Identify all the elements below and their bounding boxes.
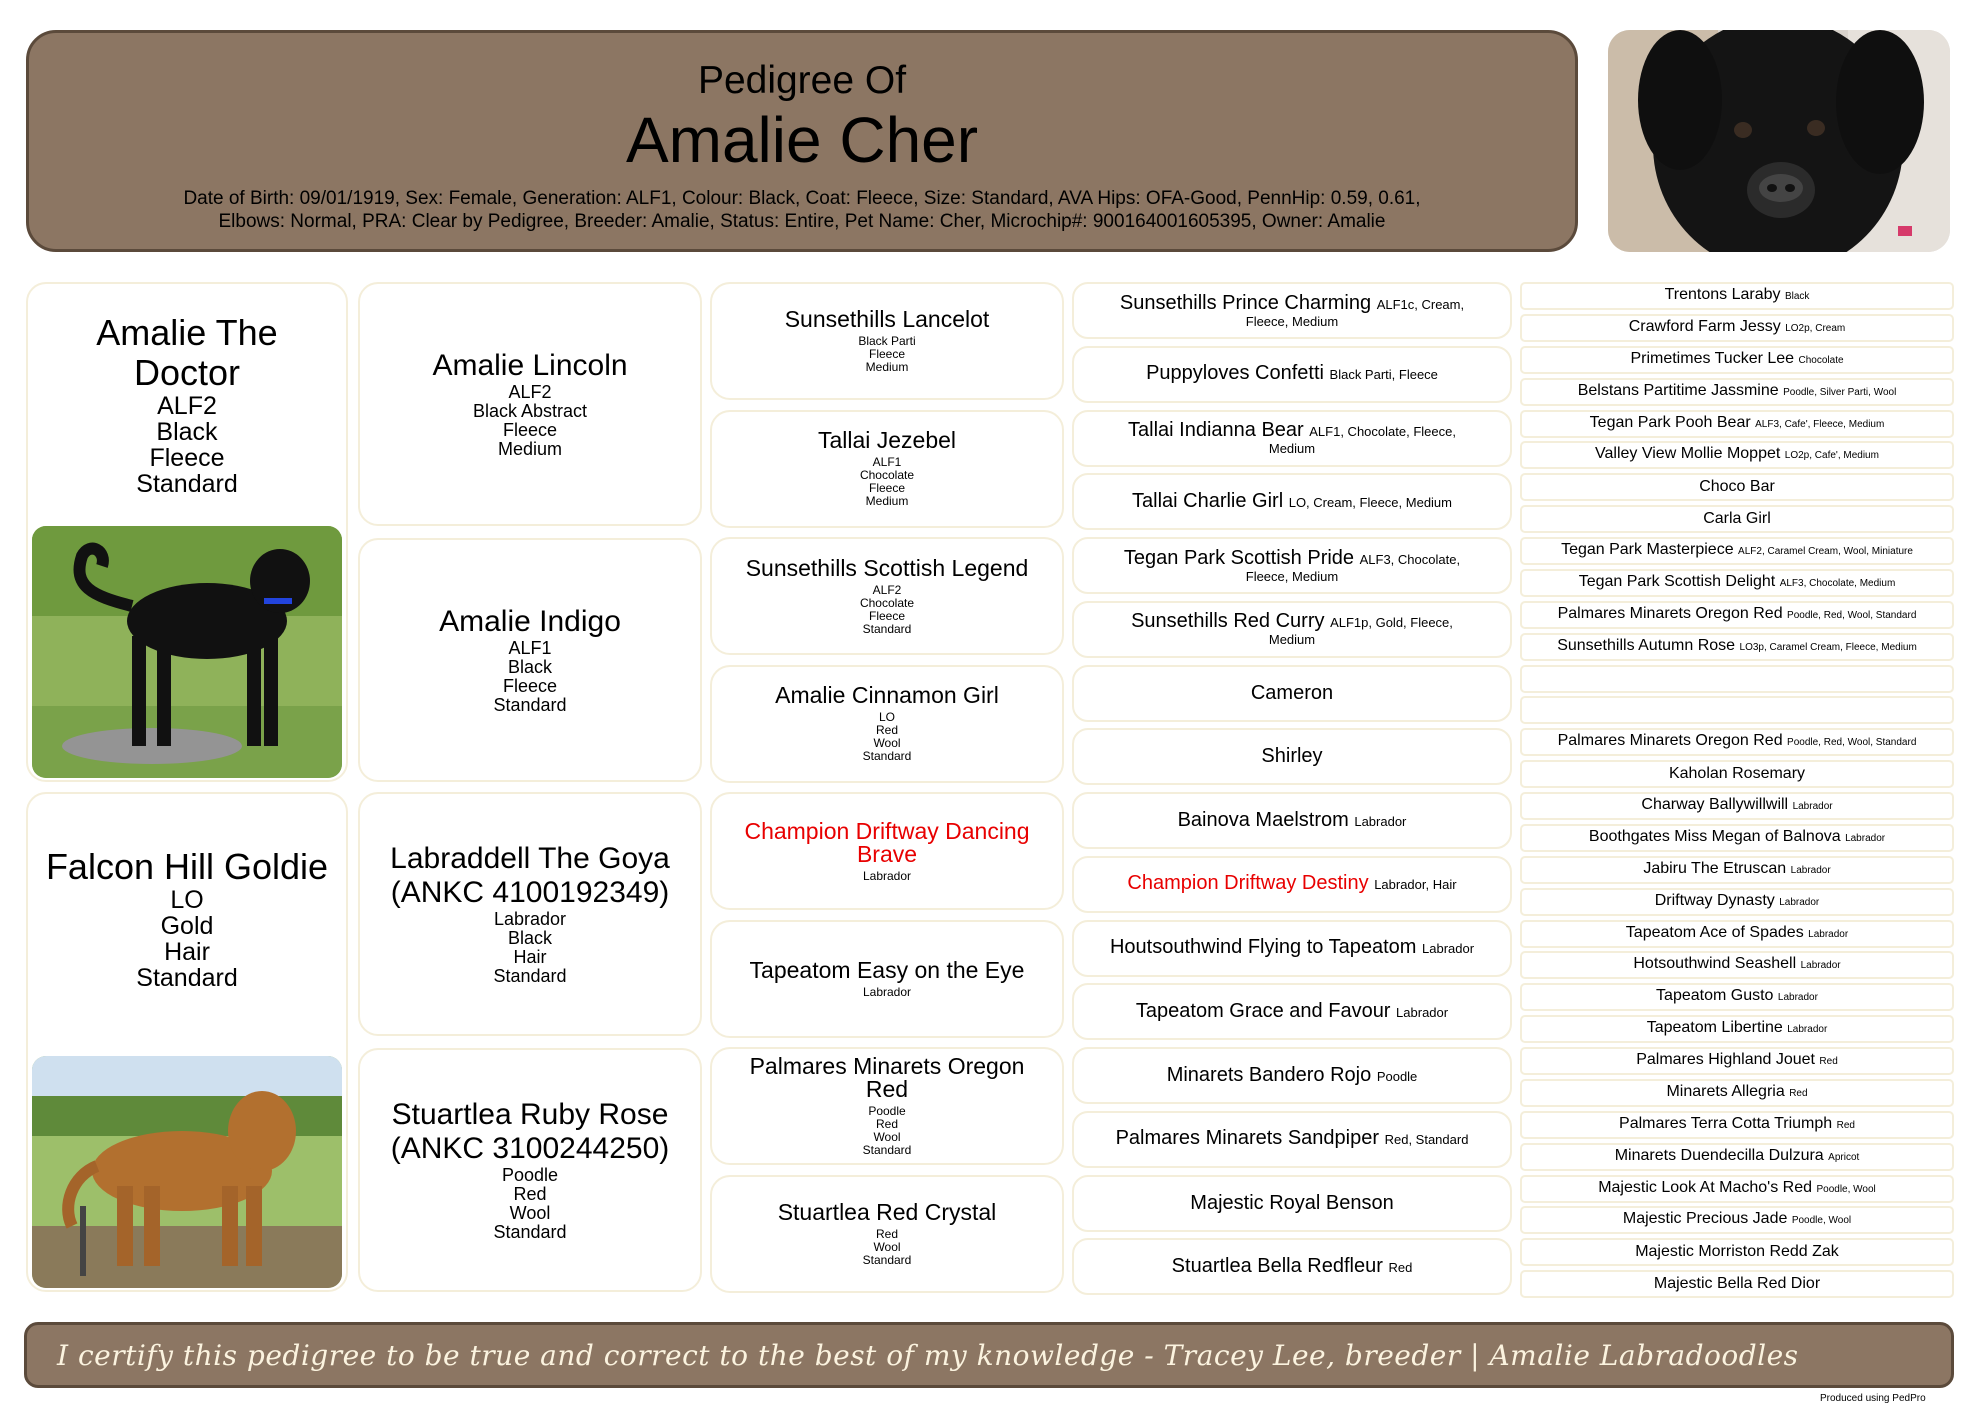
gen2-detail: Fleece: [502, 420, 558, 440]
gen5-line: [1665, 286, 1810, 306]
gen4-line: [1190, 1193, 1393, 1214]
gen4-name: Tegan Park Scottish Pride: [1123, 546, 1355, 569]
gen5-info: ALF2, Caramel Cream, Wool, Miniature: [1738, 546, 1913, 557]
gen3-detail: Medium: [865, 360, 909, 374]
gen3-detail: LO: [878, 710, 895, 724]
gen5-info: Labrador: [1800, 960, 1841, 972]
gen3-name: Amalie Cinnamon Girl: [775, 682, 999, 708]
gen5-info: Labrador: [1845, 832, 1886, 844]
gen5-line: [1557, 637, 1917, 657]
gen5-name: Majestic Morriston Redd Zak: [1635, 1243, 1839, 1261]
gen2-detail: Hair: [513, 947, 547, 967]
gen5-card: [1520, 282, 1954, 310]
gen4-card: [1072, 601, 1512, 658]
gen5-card: [1520, 792, 1954, 820]
gen5-line: [1589, 828, 1885, 848]
gen4-line: [1178, 810, 1407, 832]
gen5-info: Poodle, Red, Wool, Standard: [1787, 737, 1917, 749]
gen5-name: Belstans Partitime Jassmine: [1577, 381, 1779, 399]
gen5-info: Labrador: [1787, 1024, 1828, 1036]
gen2-detail: Black: [507, 657, 552, 677]
gen4-line: [1120, 293, 1464, 315]
gen2-card: [358, 1048, 702, 1292]
sire-photo: [32, 526, 342, 778]
gen4-card: [1072, 728, 1512, 785]
gen4-line: [1132, 491, 1452, 513]
dam-detail: Hair: [164, 938, 210, 966]
gen5-card: [1520, 346, 1954, 374]
gen4-info-continued: Fleece, Medium: [1245, 568, 1339, 584]
gen3-detail: ALF2: [872, 582, 902, 597]
gen5-card: [1520, 1206, 1954, 1234]
gen3-card: [710, 410, 1064, 528]
gen4-info: Black Parti, Fleece: [1329, 367, 1438, 383]
gen5-card: [1520, 1047, 1954, 1075]
gen5-name: Minarets Duendecilla Dulzura: [1614, 1146, 1824, 1164]
dam-detail: LO: [170, 886, 204, 914]
gen5-line: [1561, 541, 1913, 561]
gen4-name: Sunsethills Prince Charming: [1119, 291, 1372, 314]
gen5-info: Labrador: [1779, 896, 1820, 908]
gen2-detail: Red: [513, 1184, 547, 1204]
gen2-detail: Black: [507, 928, 552, 948]
gen2-detail: Fleece: [502, 676, 558, 696]
gen2-detail: Black Abstract: [472, 401, 588, 421]
gen4-line: [1124, 548, 1460, 570]
gen3-detail: Fleece: [868, 608, 906, 623]
gen4-card: [1072, 537, 1512, 594]
gen5-line: [1647, 1019, 1828, 1039]
gen5-line: [1641, 796, 1832, 816]
gen3-name: Tallai Jezebel: [817, 427, 957, 453]
gen5-line: [1703, 510, 1771, 528]
gen4-name: Tapeatom Grace and Favour: [1135, 999, 1391, 1022]
gen5-card: [1520, 1015, 1954, 1043]
gen4-info: LO, Cream, Fleece, Medium: [1288, 494, 1452, 510]
gen5-name: Tegan Park Masterpiece: [1561, 541, 1734, 558]
gen5-card: [1520, 441, 1954, 469]
gen2-name: Stuartlea Ruby Rose (ANKC 3100244250): [390, 1098, 670, 1165]
gen3-card: [710, 1175, 1064, 1293]
gen5-name: Valley View Mollie Moppet: [1595, 445, 1781, 463]
gen5-line: [1636, 1051, 1838, 1071]
gen2-detail: ALF2: [508, 382, 552, 402]
gen4-info: Poodle: [1376, 1068, 1418, 1084]
gen5-card: [1520, 1143, 1954, 1171]
gen5-line: [1655, 892, 1820, 912]
gen5-info: Labrador: [1790, 864, 1831, 876]
gen4-info: ALF1, Chocolate, Fleece,: [1309, 424, 1456, 439]
gen5-info: Poodle, Silver Parti, Wool: [1783, 386, 1897, 398]
gen4-card: [1072, 473, 1512, 530]
gen5-card: [1520, 888, 1954, 916]
gen2-card: [358, 792, 702, 1036]
gen5-info: Labrador: [1777, 992, 1818, 1004]
gen4-name: Sunsethills Red Curry: [1131, 610, 1325, 633]
gen5-card: [1520, 569, 1954, 597]
gen4-card: [1072, 665, 1512, 722]
certification-footer: [24, 1322, 1954, 1388]
gen4-name: Tallai Indianna Bear: [1128, 419, 1304, 441]
gen4-info: ALF1p, Gold, Fleece,: [1330, 615, 1453, 631]
gen5-card: [1520, 696, 1954, 724]
gen5-info: Labrador: [1792, 801, 1833, 812]
gen3-detail: Chocolate: [859, 595, 915, 610]
gen4-info-continued: Fleece, Medium: [1245, 313, 1339, 329]
gen5-info: Black: [1784, 291, 1810, 302]
gen5-name: Sunsethills Autumn Rose: [1557, 636, 1736, 654]
gen5-name: Tegan Park Pooh Bear: [1589, 413, 1751, 431]
gen5-line: [1654, 1275, 1820, 1293]
gen3-detail: Standard: [862, 621, 912, 636]
gen5-card: [1520, 1111, 1954, 1139]
gen4-name: Houtsouthwind Flying to Tapeatom: [1109, 936, 1417, 958]
sire-detail: Black: [156, 418, 218, 446]
gen3-name: Tapeatom Easy on the Eye: [749, 956, 1025, 983]
gen5-line: [1669, 765, 1805, 783]
gen5-info: LO3p, Caramel Cream, Fleece, Medium: [1739, 641, 1917, 653]
gen5-card: [1520, 824, 1954, 852]
gen3-detail: Red: [875, 1226, 898, 1241]
gen3-detail: Fleece: [868, 347, 906, 361]
gen4-line: [1127, 873, 1456, 895]
gen5-card: [1520, 378, 1954, 406]
gen2-detail: Wool: [509, 1203, 551, 1223]
gen3-detail: Chocolate: [859, 468, 915, 482]
dam-detail: Standard: [136, 964, 238, 992]
gen5-line: [1635, 1243, 1839, 1261]
gen5-name: Trentons Laraby: [1664, 286, 1781, 303]
gen5-card: [1520, 1270, 1954, 1298]
gen3-detail: Standard: [862, 1252, 912, 1267]
gen5-line: [1578, 382, 1897, 402]
sire-detail: Fleece: [149, 444, 225, 472]
sire-detail: Standard: [136, 470, 238, 498]
gen3-name: Stuartlea Red Crystal: [777, 1198, 997, 1225]
gen5-name: Minarets Allegria: [1666, 1082, 1785, 1100]
gen4-line: [1110, 937, 1474, 959]
gen4-info: Labrador: [1354, 813, 1407, 829]
gen5-line: [1598, 1179, 1876, 1199]
gen4-line: [1146, 363, 1438, 385]
gen4-card: [1072, 1047, 1512, 1104]
gen4-info: Red: [1388, 1259, 1413, 1275]
gen4-line: [1116, 1128, 1469, 1150]
gen5-info: Labrador: [1808, 928, 1849, 940]
gen4-name: Minarets Bandero Rojo: [1166, 1063, 1372, 1086]
gen4-line: [1167, 1065, 1418, 1087]
gen5-name: Choco Bar: [1699, 478, 1775, 496]
gen5-card: [1520, 920, 1954, 948]
gen4-name: Bainova Maelstrom: [1177, 808, 1349, 831]
dam-detail: Gold: [160, 912, 214, 940]
gen5-info: Chocolate: [1798, 354, 1844, 366]
gen4-info: Red, Standard: [1384, 1132, 1469, 1148]
gen3-detail: Black Parti: [858, 334, 916, 348]
gen5-line: [1666, 1083, 1807, 1103]
pedigree-header: [26, 30, 1578, 252]
gen5-line: [1629, 318, 1846, 338]
details-line-1: Date of Birth: 09/01/1919, Sex: Female, Generation: ALF1, Colour: Black, Coat: Fleece, Size: Standard, AVA Hips: OFA-Good, PennHip: 0.59, 0.61,: [183, 188, 1421, 209]
gen2-card: [358, 538, 702, 782]
gen4-name: Shirley: [1261, 745, 1323, 768]
gen4-name: Champion Driftway Destiny: [1127, 872, 1369, 895]
gen3-detail: Standard: [862, 749, 912, 763]
gen3-card: [710, 537, 1064, 655]
gen3-detail: Labrador: [862, 868, 912, 883]
gen5-name: Majestic Precious Jade: [1622, 1210, 1788, 1228]
gen2-name: Amalie Lincoln: [432, 349, 628, 382]
gen4-card: [1072, 983, 1512, 1040]
gen5-name: Tegan Park Scottish Delight: [1578, 572, 1776, 590]
dam-photo: [32, 1056, 342, 1288]
details-line-2: Elbows: Normal, PRA: Clear by Pedigree, Breeder: Amalie, Status: Entire, Pet Name: Cher, Microchip#: 900164001605395, Owner: Amalie: [218, 211, 1386, 232]
gen5-name: Driftway Dynasty: [1654, 891, 1775, 909]
gen4-line: [1136, 1001, 1448, 1023]
gen4-line: [1131, 611, 1453, 633]
gen4-line: [1251, 683, 1333, 704]
gen5-card: [1520, 473, 1954, 501]
gen5-line: [1656, 987, 1818, 1007]
subject-photo: [1608, 30, 1950, 252]
gen4-name: Palmares Minarets Sandpiper: [1115, 1127, 1380, 1150]
gen5-info: LO2p, Cafe', Medium: [1784, 450, 1879, 462]
gen5-line: [1619, 1115, 1855, 1135]
gen4-name: Puppyloves Confetti: [1146, 362, 1324, 385]
gen5-name: Crawford Farm Jessy: [1628, 317, 1781, 335]
gen2-detail: ALF1: [508, 638, 552, 658]
gen5-line: [1590, 414, 1885, 434]
gen5-info: Red: [1836, 1119, 1855, 1131]
gen4-info: Labrador, Hair: [1374, 877, 1457, 893]
sire-card: [26, 282, 348, 782]
gen5-name: Tapeatom Libertine: [1646, 1019, 1783, 1037]
dam-name: Falcon Hill Goldie: [45, 846, 329, 887]
gen3-name: Champion Driftway Dancing Brave: [744, 817, 1030, 867]
gen2-name: Amalie Indigo: [439, 605, 621, 638]
gen4-name: Stuartlea Bella Redfleur: [1171, 1254, 1383, 1277]
gen5-line: [1579, 573, 1896, 593]
gen5-name: Kaholan Rosemary: [1668, 765, 1806, 783]
dam-card: [26, 792, 348, 1292]
gen2-detail: Standard: [493, 966, 567, 986]
gen5-name: Majestic Bella Red Dior: [1653, 1275, 1821, 1293]
gen4-card: [1072, 856, 1512, 913]
gen4-name: Majestic Royal Benson: [1190, 1191, 1394, 1214]
gen3-detail: Wool: [873, 1239, 901, 1254]
gen4-line: [1172, 1256, 1413, 1278]
gen3-detail: ALF1: [872, 455, 902, 469]
gen5-line: [1630, 350, 1843, 370]
gen3-detail: Wool: [873, 736, 901, 750]
produced-by: Produced using PedPro: [1820, 1393, 1926, 1404]
gen5-info: ALF3, Chocolate, Medium: [1779, 577, 1896, 589]
gen4-line: [1261, 746, 1322, 767]
gen2-card: [358, 282, 702, 526]
gen5-card: [1520, 633, 1954, 661]
gen3-name: Sunsethills Scottish Legend: [745, 554, 1029, 581]
gen3-detail: Medium: [865, 494, 909, 508]
gen5-info: Poodle, Red, Wool, Standard: [1787, 609, 1917, 621]
gen5-name: Tapeatom Ace of Spades: [1625, 923, 1804, 941]
gen5-info: Red: [1789, 1087, 1808, 1099]
gen2-detail: Medium: [497, 439, 563, 459]
gen5-name: Majestic Look At Macho's Red: [1598, 1178, 1813, 1196]
gen4-card: [1072, 346, 1512, 403]
gen5-info: Poodle, Wool: [1791, 1215, 1852, 1227]
gen4-name: Cameron: [1250, 681, 1334, 704]
gen4-info: ALF3, Chocolate,: [1359, 551, 1461, 567]
gen5-name: Tapeatom Gusto: [1656, 987, 1774, 1005]
gen5-name: Palmares Highland Jouet: [1636, 1051, 1815, 1068]
gen5-name: Hotsouthwind Seashell: [1633, 955, 1797, 973]
gen4-info-continued: Medium: [1268, 632, 1316, 648]
gen4-line: [1128, 420, 1456, 442]
gen5-card: [1520, 505, 1954, 533]
gen5-line: [1615, 1147, 1860, 1167]
gen5-name: Palmares Minarets Oregon Red: [1557, 604, 1783, 622]
gen5-card: [1520, 760, 1954, 788]
gen5-line: [1558, 605, 1917, 625]
sire-name: Amalie The Doctor: [96, 312, 278, 393]
gen3-detail: Fleece: [868, 481, 906, 495]
gen2-detail: Labrador: [493, 909, 567, 929]
gen5-info: ALF3, Cafe', Fleece, Medium: [1755, 418, 1885, 430]
gen5-info: LO2p, Cream: [1785, 322, 1846, 334]
gen4-card: [1072, 1111, 1512, 1168]
gen5-line: [1626, 924, 1848, 944]
gen5-name: Boothgates Miss Megan of Balnova: [1588, 827, 1841, 845]
gen3-card: [710, 282, 1064, 400]
gen5-info: Poodle, Wool: [1816, 1183, 1876, 1195]
gen3-name: Sunsethills Lancelot: [784, 306, 990, 332]
gen3-detail: Standard: [862, 1143, 912, 1157]
gen5-card: [1520, 951, 1954, 979]
gen5-line: [1595, 445, 1879, 465]
gen3-detail: Labrador: [862, 984, 912, 999]
gen3-card: [710, 665, 1064, 783]
sire-info: [57, 284, 317, 526]
dog-details: [89, 187, 1515, 233]
gen3-name: Palmares Minarets Oregon Red: [749, 1053, 1025, 1102]
gen5-card: [1520, 983, 1954, 1011]
gen5-name: Palmares Minarets Oregon Red: [1557, 732, 1783, 750]
gen4-card: [1072, 282, 1512, 339]
gen4-info: Labrador: [1422, 941, 1475, 956]
gen5-card: [1520, 1238, 1954, 1266]
gen3-detail: Red: [875, 1117, 898, 1131]
gen4-info-continued: Medium: [1268, 441, 1316, 456]
gen3-detail: Red: [875, 723, 898, 737]
gen2-detail: Standard: [493, 695, 567, 715]
gen5-name: Primetimes Tucker Lee: [1630, 349, 1795, 367]
gen4-info: Labrador: [1396, 1004, 1449, 1020]
gen4-card: [1072, 792, 1512, 849]
gen5-line: [1623, 1210, 1851, 1230]
gen5-card: [1520, 410, 1954, 438]
gen3-card: [710, 920, 1064, 1038]
sire-detail: ALF2: [157, 392, 217, 420]
gen4-name: Tallai Charlie Girl: [1132, 489, 1284, 512]
pre-title: Pedigree Of: [697, 59, 907, 102]
gen2-detail: Standard: [493, 1222, 567, 1242]
gen5-line: [1643, 860, 1830, 880]
gen2-name: Labraddell The Goya (ANKC 4100192349): [390, 842, 670, 909]
gen2-detail: Poodle: [501, 1165, 559, 1185]
gen4-info: ALF1c, Cream,: [1376, 296, 1465, 312]
gen5-card: [1520, 601, 1954, 629]
gen5-card: [1520, 314, 1954, 342]
certification-text: I certify this pedigree to be true and correct to the best of my knowledge - Tracey Lee, breeder | Amalie Labradoodles: [57, 1338, 1799, 1372]
gen5-line: [1633, 955, 1840, 975]
gen4-card: [1072, 1238, 1512, 1295]
gen5-card: [1520, 1175, 1954, 1203]
page-title: Amalie Cher: [625, 104, 979, 176]
gen5-line: [1699, 478, 1775, 496]
gen5-card: [1520, 728, 1954, 756]
gen5-card: [1520, 1079, 1954, 1107]
gen5-info: Apricot: [1828, 1151, 1860, 1163]
gen3-card: [710, 792, 1064, 910]
gen3-detail: Wool: [873, 1130, 901, 1144]
gen5-info: Red: [1819, 1056, 1838, 1067]
gen4-card: [1072, 410, 1512, 467]
gen3-detail: Poodle: [868, 1104, 906, 1118]
gen5-card: [1520, 537, 1954, 565]
gen5-name: Palmares Terra Cotta Triumph: [1619, 1114, 1833, 1132]
gen5-name: Jabiru The Etruscan: [1643, 859, 1787, 877]
gen5-name: Charway Ballywillwill: [1641, 796, 1789, 813]
gen5-card: [1520, 856, 1954, 884]
gen4-card: [1072, 1175, 1512, 1232]
dam-info: [46, 794, 328, 1044]
gen3-card: [710, 1047, 1064, 1165]
gen5-name: Carla Girl: [1703, 510, 1771, 528]
gen4-card: [1072, 920, 1512, 977]
gen5-card: [1520, 665, 1954, 693]
gen5-line: [1558, 732, 1917, 752]
